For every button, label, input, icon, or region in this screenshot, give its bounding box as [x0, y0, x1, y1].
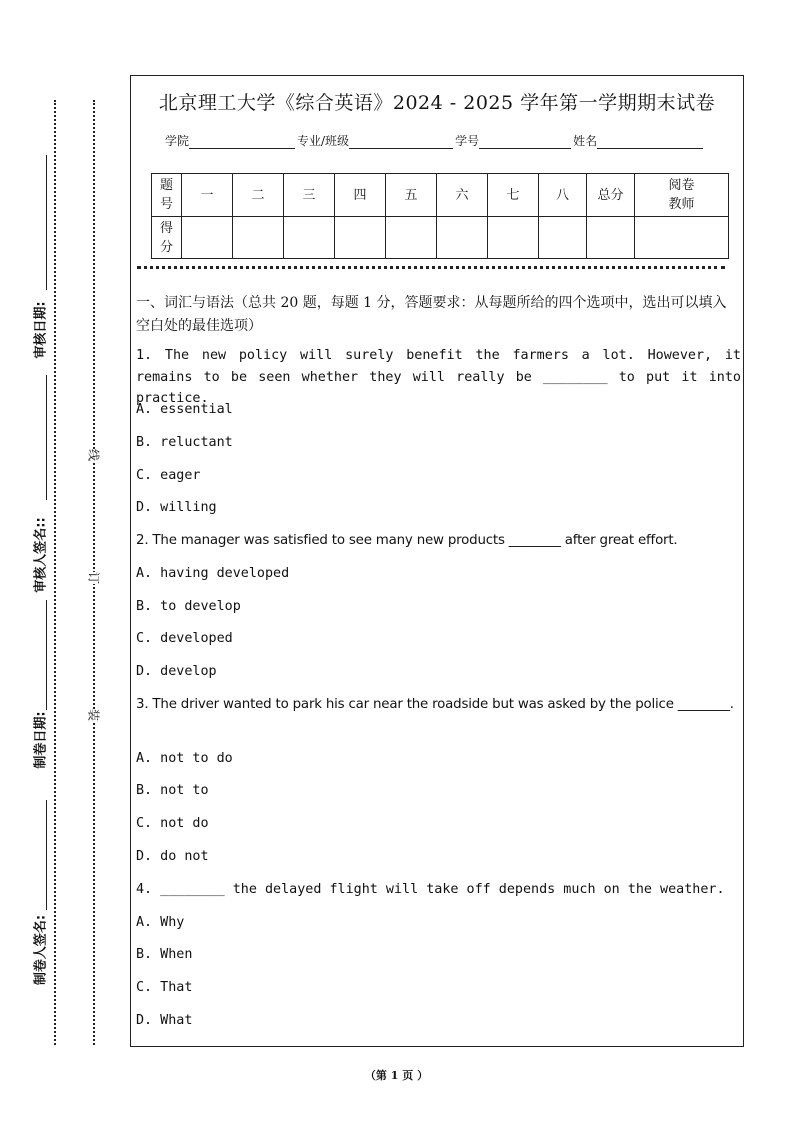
question-stem: 2. The manager was satisfied to see many new products ________ after great effort. [136, 533, 678, 548]
score-table [151, 173, 729, 259]
score-col-header: 二 [233, 174, 284, 217]
score-row-label: 得分 [152, 217, 182, 259]
score-cell[interactable] [539, 217, 587, 259]
score-col-header: 三 [284, 174, 335, 217]
score-col-header: 八 [539, 174, 587, 217]
score-cell[interactable] [233, 217, 284, 259]
option: C. That [136, 980, 193, 995]
question-number-label: 题号 [152, 174, 182, 217]
question-stem: 1. The new policy will surely benefit the farmers a lot. However, it remains to be seen whether they will really be ________ to put it into practice. [136, 348, 741, 406]
option: C. not do [136, 816, 209, 831]
option: A. having developed [136, 566, 290, 581]
sign-line [46, 375, 47, 500]
sign-line [46, 600, 47, 710]
page-number: （第 1 页 ） [364, 1069, 429, 1082]
college-field[interactable] [189, 135, 295, 149]
score-cell[interactable] [284, 217, 335, 259]
student-id-field[interactable] [479, 135, 571, 149]
sign-line [46, 800, 47, 910]
option: A. Why [136, 915, 185, 930]
grader-cell[interactable] [635, 217, 729, 259]
option: A. not to do [136, 751, 233, 766]
sign-line [46, 155, 47, 290]
option: C. developed [136, 631, 233, 646]
option: D. willing [136, 500, 217, 515]
major-class-label: 专业/班级 [297, 134, 350, 148]
score-cell[interactable] [437, 217, 488, 259]
score-table-score-row [152, 217, 729, 259]
binding-dotted-line-outer [54, 100, 56, 1045]
name-field[interactable] [597, 135, 703, 149]
score-cell[interactable] [335, 217, 386, 259]
option: D. do not [136, 849, 209, 864]
score-cell[interactable] [182, 217, 233, 259]
score-cell[interactable] [488, 217, 539, 259]
question-stem: 4. ________ the delayed flight will take off depends much on the weather. [136, 882, 725, 897]
score-col-header: 一 [182, 174, 233, 217]
grader-header: 阅卷教师 [635, 174, 729, 217]
option: A. essential [136, 402, 233, 417]
score-col-header: 七 [488, 174, 539, 217]
option: B. to develop [136, 599, 241, 614]
question-stem: 3. The driver wanted to park his car near the roadside but was asked by the police ________. [136, 697, 734, 712]
option: C. eager [136, 468, 201, 483]
major-class-field[interactable] [349, 135, 453, 149]
name-label: 姓名 [573, 134, 598, 148]
option: D. develop [136, 664, 217, 679]
college-label: 学院 [165, 134, 190, 148]
score-col-header: 五 [386, 174, 437, 217]
exam-frame [130, 75, 744, 1047]
score-col-header: 四 [335, 174, 386, 217]
score-table-header-row [152, 174, 729, 217]
option: D. What [136, 1013, 193, 1028]
total-score-header: 总分 [587, 174, 635, 217]
score-col-header: 六 [437, 174, 488, 217]
score-cell[interactable] [386, 217, 437, 259]
total-score-cell[interactable] [587, 217, 635, 259]
student-info-row [165, 132, 705, 149]
binding-margin: 审核日期: 审核人签名:: 制卷日期: 制卷人签名: 线 订 装 [0, 0, 128, 1122]
student-id-label: 学号 [455, 134, 480, 148]
option: B. reluctant [136, 435, 233, 450]
option: B. When [136, 947, 193, 962]
section-separator [137, 266, 725, 269]
exam-title: 北京理工大学《综合英语》2024 - 2025 学年第一学期期末试卷 [158, 92, 716, 114]
section-heading: 一、词汇与语法（总共 20 题，每题 1 分，答题要求：从每题所给的四个选项中，选出可以填入空白处的最佳选项） [136, 295, 727, 334]
option: B. not to [136, 783, 209, 798]
